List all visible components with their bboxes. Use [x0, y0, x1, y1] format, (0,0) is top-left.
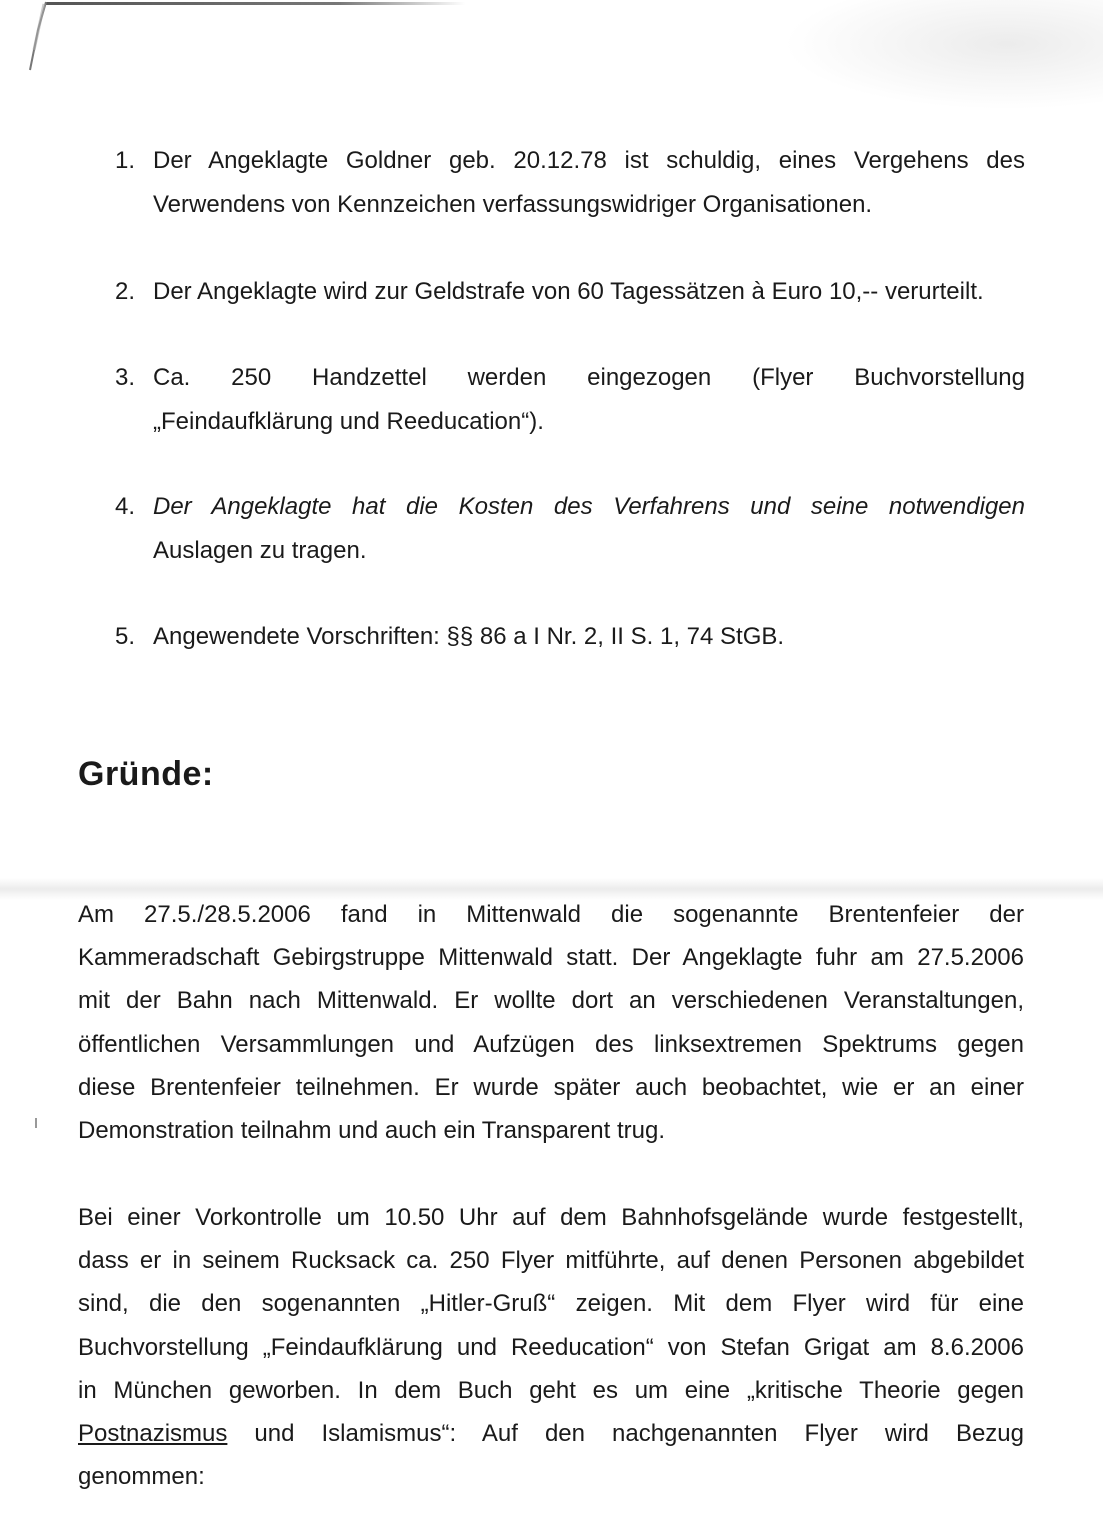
underlined-term: Postnazismus [78, 1420, 228, 1448]
paragraph-line [78, 1412, 1024, 1455]
paragraph [78, 1196, 1024, 1498]
item-text-line: Verwendens von Kennzeichen verfassungswidriger Organisationen. [153, 191, 873, 218]
verdict-item-5 [115, 615, 1025, 659]
item-text-line: Der Angeklagte wird zur Geldstrafe von 60 Tagessätzen à Euro 10,-- verurteilt. [153, 278, 984, 305]
item-number: 4. [115, 493, 136, 520]
paragraph-line: mit der Bahn nach Mittenwald. Er wollte dort an verschiedenen Veranstaltungen, [78, 987, 1024, 1015]
item-number: 5. [115, 623, 136, 650]
verdict-item-1 [115, 139, 1025, 227]
item-number: 2. [115, 278, 136, 305]
item-text-line: „Feindaufklärung und Reeducation“). [153, 408, 544, 435]
scan-corner-mark [24, 0, 54, 75]
paragraph-line: genommen: [78, 1463, 205, 1491]
item-text-line: Angewendete Vorschriften: §§ 86 a I Nr. 2, II S. 1, 74 StGB. [153, 623, 785, 650]
scan-mark [35, 1118, 37, 1128]
verdict-item-4 [115, 485, 1025, 573]
paragraph [78, 893, 1024, 1152]
paragraph-line: Am 27.5./28.5.2006 fand in Mittenwald die sogenannte Brentenfeier der [78, 901, 1024, 928]
item-number: 1. [115, 147, 136, 174]
paragraph-line: Kammeradschaft Gebirgstruppe Mittenwald statt. Der Angeklagte fuhr am 27.5.2006 [78, 944, 1024, 972]
scan-edge-line [45, 2, 465, 5]
section-heading: Gründe: [78, 755, 214, 793]
paragraph-line: dass er in seinem Rucksack ca. 250 Flyer mitführte, auf denen Personen abgebildet [78, 1247, 1024, 1275]
verdict-item-3 [115, 356, 1025, 444]
verdict-item-2 [115, 270, 1025, 314]
item-text-line: Auslagen zu tragen. [153, 537, 367, 564]
item-number: 3. [115, 364, 136, 391]
item-text-line: Ca. 250 Handzettel werden eingezogen (Flyer Buchvorstellung [153, 364, 1025, 391]
scan-smudge [783, 0, 1103, 110]
item-text-line: Der Angeklagte Goldner geb. 20.12.78 ist schuldig, eines Vergehens des [153, 147, 1025, 174]
paragraph-line: Bei einer Vorkontrolle um 10.50 Uhr auf dem Bahnhofsgelände wurde festgestellt, [78, 1204, 1024, 1231]
item-text-line: Der Angeklagte hat die Kosten des Verfahrens und seine notwendigen [153, 493, 1025, 520]
paragraph-line: in München geworben. In dem Buch geht es um eine „kritische Theorie gegen [78, 1376, 1024, 1404]
paragraph-line: Buchvorstellung „Feindaufklärung und Reeducation“ von Stefan Grigat am 8.6.2006 [78, 1333, 1024, 1361]
paragraph-line: öffentlichen Versammlungen und Aufzügen des linksextremen Spektrums gegen [78, 1030, 1024, 1058]
paragraph-line: sind, die den sogenannten „Hitler-Gruß“ zeigen. Mit dem Flyer wird für eine [78, 1290, 1024, 1318]
paragraph-line-rest: und Islamismus“: Auf den nachgenannten Flyer wird Bezug [227, 1420, 1024, 1448]
paragraph-line: Demonstration teilnahm und auch ein Transparent trug. [78, 1117, 666, 1145]
paragraph-line: diese Brentenfeier teilnehmen. Er wurde später auch beobachtet, wie er an einer [78, 1073, 1024, 1101]
